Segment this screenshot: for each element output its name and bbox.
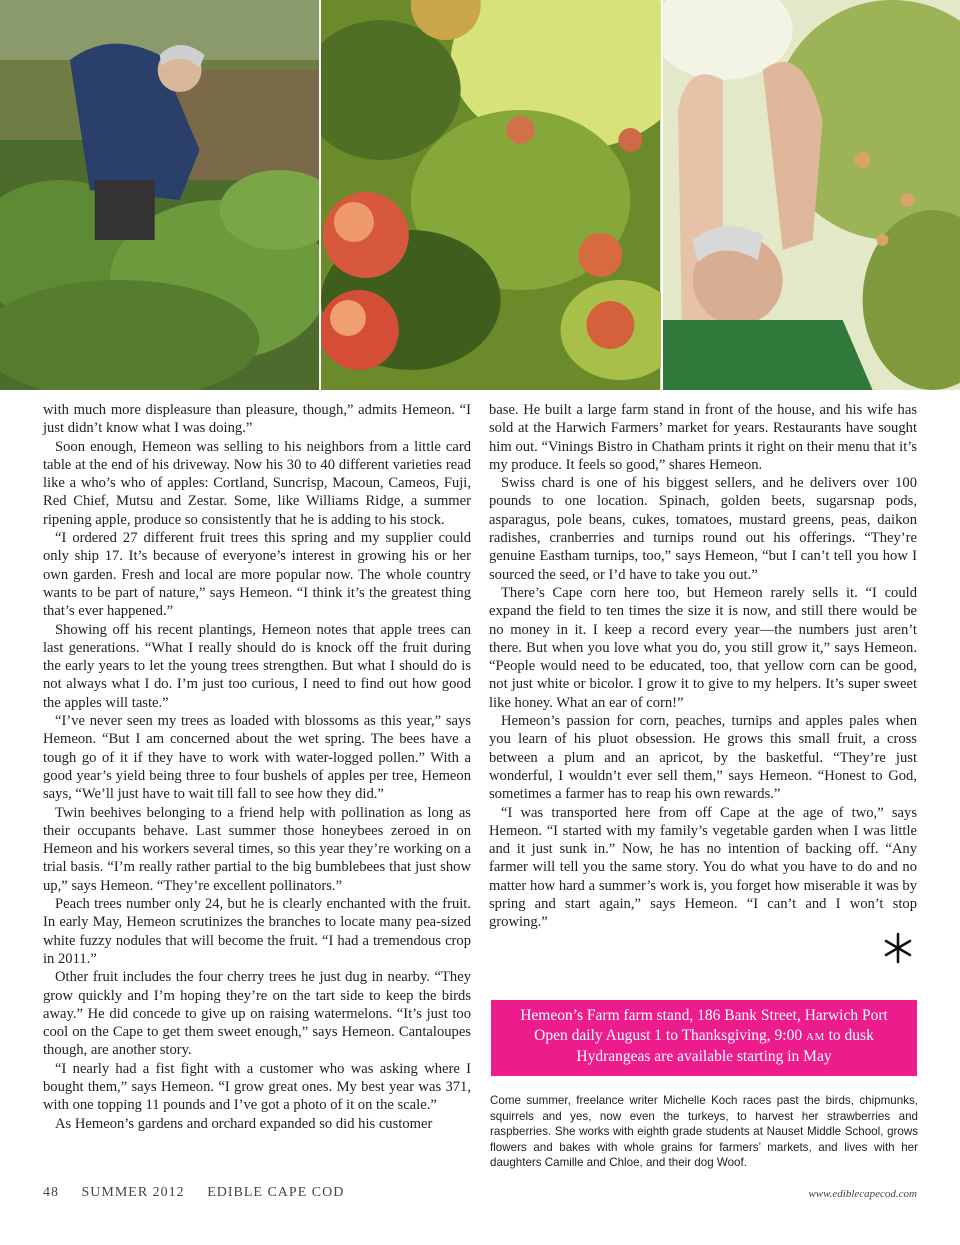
article-column-left <box>43 401 471 1133</box>
info-hours-text: Open daily August 1 to Thanksgiving, 9:00 <box>534 1026 806 1044</box>
paragraph: “I nearly had a fist fight with a customer who was asking where I bought them,” says Hemeon. “I grow great ones. My best year was 371, with one topping 11 pounds and I’ve got a photo of it on the scale.” <box>43 1060 471 1114</box>
paragraph: “I’ve never seen my trees as loaded with blossoms as this year,” says Hemeon. “But I am concerned about the wet spring. The bees have a tough go of it if they have to work with water-logged pollen.” With a good year’s yield being three to four bushels of apples per tree, Hemeon says, “We’ll just have to wait till fall to see how they did.” <box>43 713 471 803</box>
paragraph: Twin beehives belonging to a friend help with pollination as long as their occupants behave. Last summer those honeybees zeroed in on Hemeon and his workers several times, so this year they’re working on a trial basis. “I’m really rather partial to the big bumblebees that just show up,” says Hemeon. “They’re excellent pollinators.” <box>43 804 471 894</box>
paragraph: “I ordered 27 different fruit trees this spring and my supplier could only ship 17. It’s because of everyone’s interest in growing his or her own garden. Fresh and local are more popular now. The whole country wants to be part of nature,” says Hemeon. “I think it’s the greatest thing that’s ever happened.” <box>43 530 471 620</box>
page-folio <box>43 1185 362 1201</box>
end-mark-asterisk-icon <box>880 930 916 966</box>
magazine-url-link[interactable]: www.ediblecapecod.com <box>808 1188 917 1200</box>
photo-strip <box>0 0 960 390</box>
info-hours <box>491 1026 917 1048</box>
author-bio: Come summer, freelance writer Michelle Koch races past the birds, chipmunks, squirrels and yes, now even the turkeys, to harvest her strawberries and raspberries. She works with eighth grade students at Nauset Middle School, grows flowers and bakes with whole grains for farmers’ markets, and lives with her daughters Camille and Chloe, and their dog Woof. <box>490 1094 918 1170</box>
farm-stand-info-box <box>491 1000 917 1076</box>
page-number: 48 <box>43 1185 59 1200</box>
info-address: Hemeon’s Farm farm stand, 186 Bank Street, Harwich Port <box>520 1007 888 1024</box>
info-hydrangeas: Hydrangeas are available starting in May <box>576 1048 832 1065</box>
info-hours-end: to dusk <box>824 1026 874 1044</box>
paragraph: “I was transported here from off Cape at the age of two,” says Hemeon. “I started with my family’s vegetable garden when I was little and it just sunk in.” Now, he has no intention of backing off. “Any farmer will tell you the same story. You do what you have to do and no matter how hard a summer’s work is, you forget how miserable it was by spring and start again,” says Hemeon. “I can’t and I won’t stop growing.” <box>489 804 917 931</box>
paragraph: As Hemeon’s gardens and orchard expanded so did his customer <box>55 1115 433 1132</box>
paragraph: base. He built a large farm stand in front of the house, and his wife has sold at the Harwich Farmers’ market for years. Restaurants have sought him out. “Vinings Bistro in Chatham prints it right on their menu that it’s my produce. It feels so good,” shares Hemeon. <box>489 402 917 473</box>
paragraph: Soon enough, Hemeon was selling to his neighbors from a little card table at the end of his driveway. Now his 30 to 40 different varieties read like a who’s who of apples: Cortland, Suncrisp, Macoun, Cameos, Fuji, Red Chief, Mutsu and Zestar. Some, like Williams Ridge, a summer ripening apple, produce so consistently that he is adding to his stock. <box>43 438 471 528</box>
info-hours-am: AM <box>806 1030 825 1043</box>
paragraph: There’s Cape corn here too, but Hemeon rarely sells it. “I could expand the field to ten times the size it is now, and still there would be no money in it. I keep a record every year—the numbers just aren’t there. But when you love what you do, you still grow it,” says Hemeon. “People would need to be educated, too, that yellow corn can be good, not just white or bicolor. I grow it to give to my helpers. It’s super sweet like honey. What an ear of corn!” <box>489 584 917 711</box>
peach-tree-photo <box>661 0 960 390</box>
gardener-rhubarb-photo <box>0 0 319 390</box>
paragraph: Swiss chard is one of his biggest sellers, and he delivers over 100 pounds to one location. Spinach, golden beets, sugarsnap pods, asparagus, pole beans, cukes, tomatoes, mustard greens, peas, daikon radishes, cranberries and turnips round out his offerings. “They’re genuine Eastham turnips, too,” says Hemeon, “but I can’t tell you how I sourced the seed, or I’d have to take you out.” <box>489 475 917 583</box>
paragraph: Other fruit includes the four cherry trees he just dug in nearby. “They grow quickly and I’m hoping they’re on the tart side to keep the birds away.” He did concede to give up on raising watermelons. “It’s just too cool on the Cape to get them sweet enough,” says Hemeon. Cantaloupes though, are another story. <box>43 969 471 1059</box>
issue-label: SUMMER 2012 <box>81 1185 185 1200</box>
magazine-name: EDIBLE CAPE COD <box>207 1185 345 1200</box>
apple-tree-photo <box>319 0 660 390</box>
paragraph: Showing off his recent plantings, Hemeon notes that apple trees can last generations. “What I really should do is knock off the fruit during the early years to let the young trees strengthen. But what I should do is not always what I do. I’m just too curious, I need to find out how good the apples will taste.” <box>43 621 471 711</box>
paragraph: Hemeon’s passion for corn, peaches, turnips and apples pales when you learn of his pluot obsession. He grows this small fruit, a cross between a plum and an apricot, by the basketful. “They’re just wonderful, I wouldn’t ever sell them,” says Hemeon. “Honest to God, sometimes a farmer has to reap his own rewards.” <box>489 713 917 803</box>
paragraph: with much more displeasure than pleasure, though,” admits Hemeon. “I just didn’t know what I was doing.” <box>43 402 471 437</box>
paragraph: Peach trees number only 24, but he is clearly enchanted with the fruit. In early May, Hemeon scrutinizes the branches to locate many pea-sized white fuzzy nodules that will become the fruit. “I had a tremendous crop in 2011.” <box>43 896 471 967</box>
article-column-right <box>489 401 917 932</box>
